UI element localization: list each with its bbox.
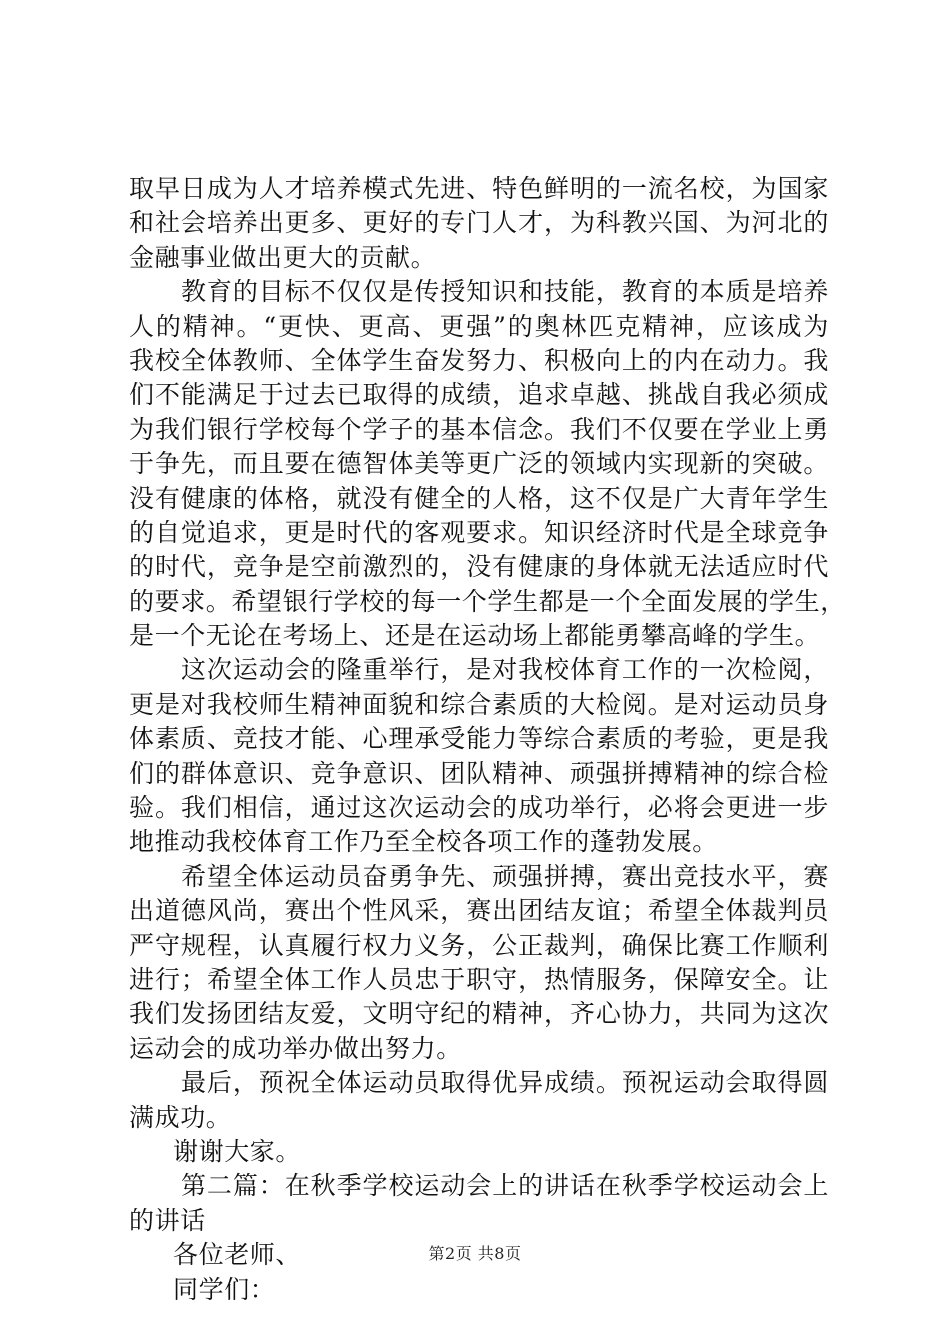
text-line: 取早日成为人才培养模式先进、特色鲜明的一流名校，为国家 [129, 174, 829, 203]
text-line: 和社会培养出更多、更好的专门人才，为科教兴国、为河北的 [129, 208, 829, 238]
closing-line: 谢谢大家。 [173, 1136, 302, 1166]
document-body [129, 172, 846, 1307]
paragraph-start-line: 这次运动会的隆重举行，是对我校体育工作的一次检阅， [181, 655, 829, 685]
text-line: 更是对我校师生精神面貌和综合素质的大检阅。是对运动员身 [129, 689, 829, 719]
text-line: 金融事业做出更大的贡献。 [129, 242, 437, 272]
text-line: 的时代，竞争是空前激烈的，没有健康的身体就无法适应时代 [129, 552, 829, 582]
section-heading-line: 的讲话 [129, 1205, 206, 1235]
text-line: 运动会的成功举办做出努力。 [129, 1033, 462, 1063]
paragraph-start-line: 最后，预祝全体运动员取得优异成绩。预祝运动会取得圆 [181, 1068, 829, 1098]
salutation-line: 各位老师、 [173, 1240, 302, 1270]
text-line: 体素质、竞技才能、心理承受能力等综合素质的考验，更是我 [129, 724, 829, 754]
text-line: 进行；希望全体工作人员忠于职守，热情服务，保障安全。让 [129, 964, 829, 994]
text-line: 我们发扬团结友爱，文明守纪的精神，齐心协力，共同为这次 [129, 999, 829, 1029]
salutation-line: 同学们： [173, 1274, 276, 1304]
text-line: 们的群体意识、竞争意识、团队精神、顽强拼搏精神的综合检 [129, 758, 829, 788]
text-line: 验。我们相信，通过这次运动会的成功举行，必将会更进一步 [129, 793, 829, 823]
text-line: 地推动我校体育工作乃至全校各项工作的蓬勃发展。 [129, 827, 718, 857]
text-line: 的要求。希望银行学校的每一个学生都是一个全面发展的学生， [129, 586, 846, 616]
section-heading-line: 第二篇：在秋季学校运动会上的讲话在秋季学校运动会上 [181, 1171, 829, 1201]
paragraph-start-line: 教育的目标不仅仅是传授知识和技能，教育的本质是培养 [181, 277, 829, 307]
paragraph-start-line: 希望全体运动员奋勇争先、顽强拼搏，赛出竞技水平，赛 [181, 861, 829, 891]
text-line: 为我们银行学校每个学子的基本信念。我们不仅要在学业上勇 [129, 414, 829, 444]
text-line: 的自觉追求，更是时代的客观要求。知识经济时代是全球竞争 [129, 517, 829, 547]
text-line: 出道德风尚，赛出个性风采，赛出团结友谊；希望全体裁判员 [129, 896, 829, 926]
text-line: 我校全体教师、全体学生奋发努力、积极向上的内在动力。我 [129, 345, 829, 375]
text-line: 于争先，而且要在德智体美等更广泛的领域内实现新的突破。 [129, 449, 829, 479]
text-line: 严守规程，认真履行权力义务，公正裁判，确保比赛工作顺利 [129, 930, 829, 960]
text-line: 没有健康的体格，就没有健全的人格，这不仅是广大青年学生 [129, 483, 829, 513]
text-line: 是一个无论在考场上、还是在运动场上都能勇攀高峰的学生。 [129, 621, 821, 651]
text-line: 们不能满足于过去已取得的成绩，追求卓越、挑战自我必须成 [129, 380, 829, 410]
page-number-footer: 第2页 共8页 [428, 1244, 522, 1263]
text-line: 满成功。 [129, 1102, 232, 1132]
text-line: 人的精神。“更快、更高、更强”的奥林匹克精神，应该成为 [129, 311, 829, 341]
